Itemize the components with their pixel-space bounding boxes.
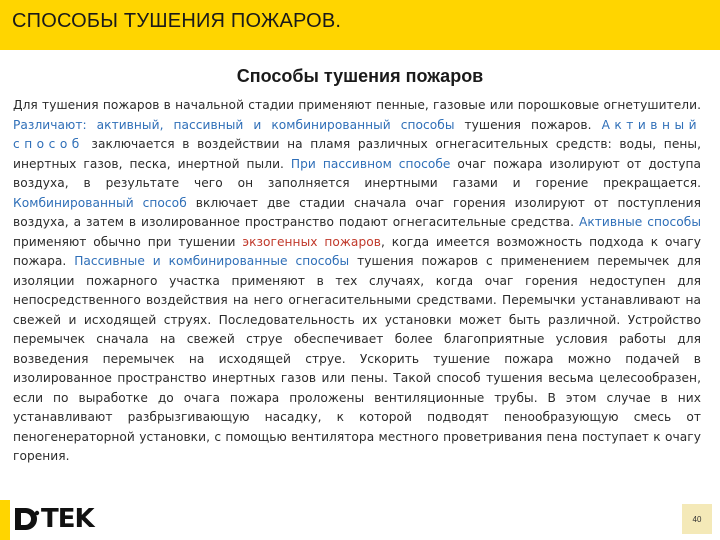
logo-text: TEK: [41, 504, 94, 534]
paragraph-run: Комбинированный способ: [13, 195, 187, 210]
dtek-logo: [12, 505, 94, 533]
footer-bar: [0, 500, 720, 540]
paragraph-run: применяют обычно при тушении: [13, 234, 243, 249]
paragraph-run: очаг пожара изолируют от доступа воздуха, в результате чего он заполняется инертными газами и горение прекращается.: [13, 156, 702, 190]
paragraph-run: тушения пожаров.: [454, 117, 602, 132]
slide-title: Способы тушения пожаров: [236, 66, 484, 86]
logo-d-mark-icon: [12, 505, 40, 533]
footer-accent-stripe: [0, 500, 10, 540]
paragraph-run: Активный способ: [13, 117, 701, 151]
page-number-box: [682, 504, 712, 534]
body-paragraph: [13, 96, 701, 467]
header-bar: [0, 0, 720, 50]
page-number: 40: [692, 515, 702, 524]
paragraph-run: При пассивном способе: [290, 156, 451, 171]
paragraph-run: Активные способы: [578, 215, 701, 229]
paragraph-run: тушения пожаров с применением перемычек для изоляции пожарного участка применяют в тех случаях, когда очаг горения недоступен для непосредственного воздействия на него огнегасительными средствами. Перемычки устанавливают на свежей и исходящей струях. Последовательность их установки может быть различной. Устройство перемычек сначала на свежей струе обеспечивает более благоприятные условия работы для возведения перемычек на исходящей струе. Ускорить тушение пожара можно подачей в изолированное пространство инертных газов или пены. Такой способ тушения весьма целесообразен, если по выработке до очага пожара проложены вентиляционные трубы. В этом случае в них устанавливают разбрызгивающую насадку, к которой подводят пенообразующую смесь от пеногенераторной установки, с помощью вентилятора местного проветривания пена поступает к очагу горения.: [13, 254, 701, 463]
paragraph-run: , когда имеется возможность подхода к очагу пожара.: [13, 234, 701, 268]
section-title: СПОСОБЫ ТУШЕНИЯ ПОЖАРОВ.: [12, 10, 342, 32]
paragraph-run: Пассивные и комбинированные способы: [74, 254, 350, 268]
paragraph-run: включает две стадии сначала очаг горения изолируют от поступления воздуха, а затем в изолированное пространство подают огнегасительные средства.: [13, 195, 701, 229]
paragraph-run: заключается в воздействии на пламя различных огнегасительных средств: воды, пены, инертных газов, песка, инертной пыли.: [13, 137, 701, 171]
paragraph-run: Для тушения пожаров в начальной стадии применяют пенные, газовые или порошковые огнетушители.: [13, 98, 701, 112]
paragraph-run: экзогенных пожаров: [242, 234, 381, 249]
paragraph-run: Различают: активный, пассивный и комбинированный способы: [13, 117, 455, 132]
